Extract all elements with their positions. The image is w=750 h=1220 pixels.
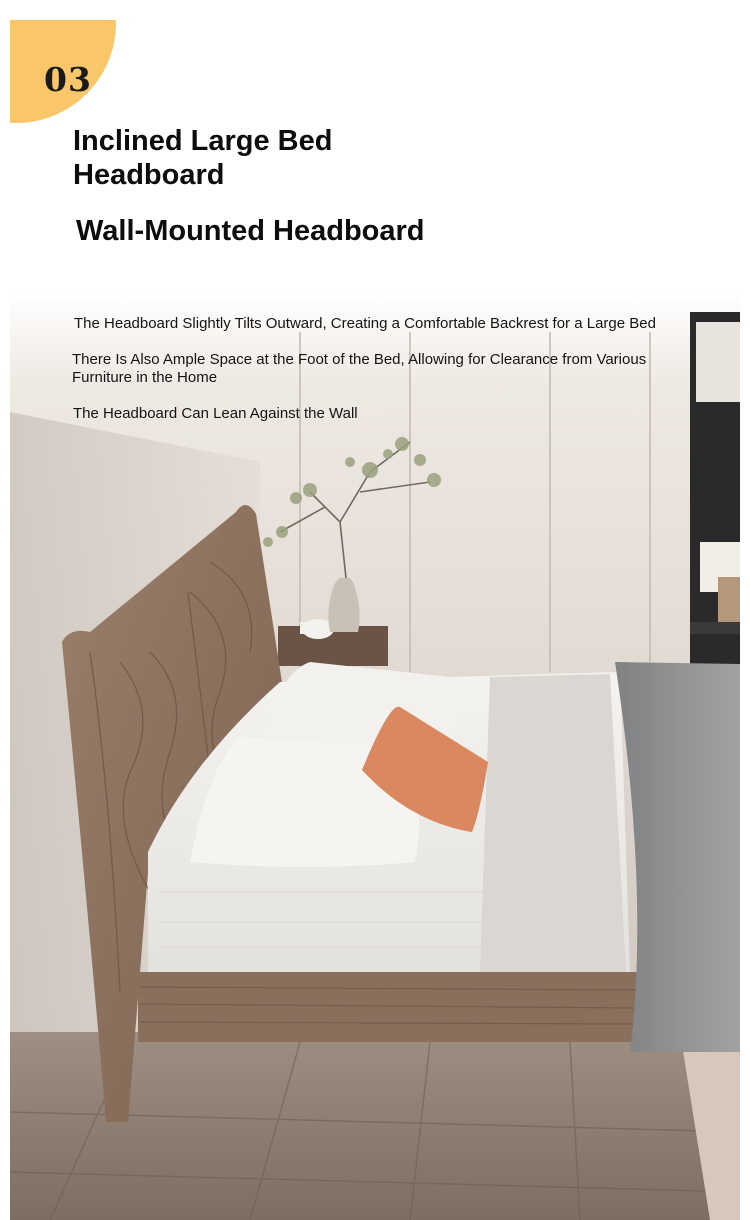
bedroom-photo	[10, 292, 740, 1220]
caption-wall: The Headboard Can Lean Against the Wall	[73, 405, 358, 422]
wall-shelf	[690, 312, 740, 672]
step-number-badge	[10, 20, 116, 123]
caption-tilt: The Headboard Slightly Tilts Outward, Creating a Comfortable Backrest for a Large Bed	[74, 315, 656, 332]
bed-illustration	[10, 292, 740, 1220]
section-subtitle: Wall-Mounted Headboard	[76, 215, 425, 247]
section-title: Inclined Large Bed Headboard	[73, 125, 333, 191]
bed-frame	[138, 972, 638, 1042]
step-number: 03	[44, 60, 92, 99]
caption-space: There Is Also Ample Space at the Foot of the Bed, Allowing for Clearance from Various Furniture in the Home	[72, 351, 647, 386]
